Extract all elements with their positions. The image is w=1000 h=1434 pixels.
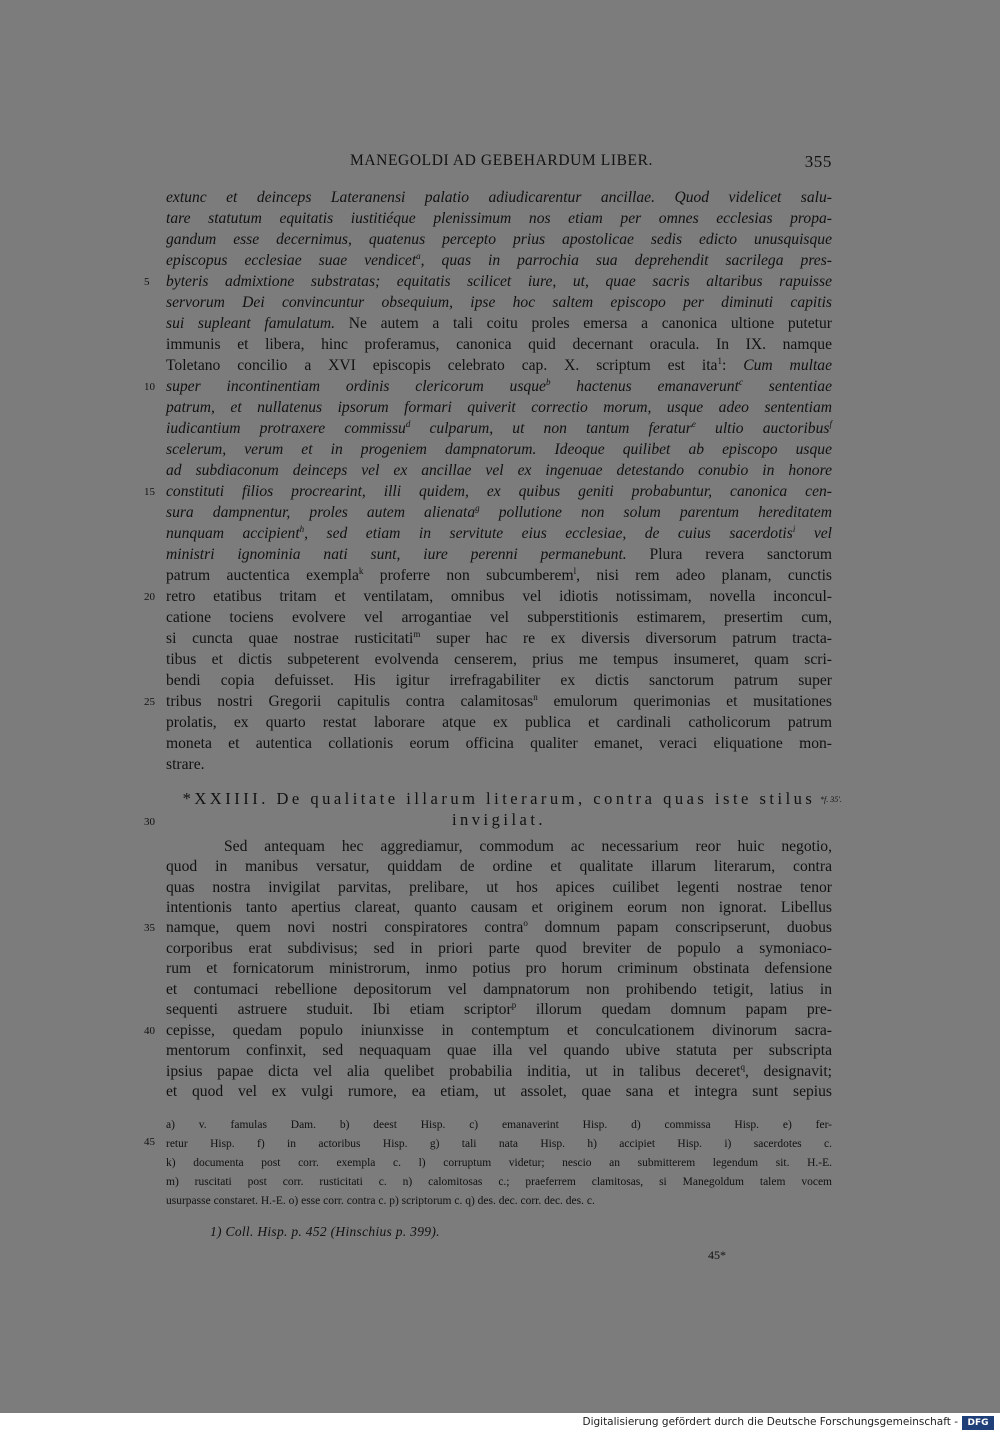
text-line: episcopus ecclesiae suae vendicet$^a$, quas in parrochia sua deprehendit sacrilega pres-: [166, 251, 832, 269]
text-line: retro etatibus tritam et ventilatam, omnibus vel idiotis notissimam, novella inconcul-: [166, 588, 832, 605]
text-line: Sed antequam hec aggrediamur, commodum ac necessarium reor huic negotio,: [224, 838, 832, 855]
text-line: iudicantium protraxere commissu$^d$ culparum, ut non tantum feratur$^e$ ultio auctoribus$^f$: [166, 419, 832, 437]
text-line: sura dampnentur, proles autem alienata$^g$ pollutione non solum parentum hereditatem: [166, 503, 832, 521]
text-line: sui supleant famulatum. Ne autem a tali coitu proles emersa a canonica ultione putetur: [166, 315, 832, 332]
line-number: 25: [144, 696, 155, 708]
text-line: corporibus erat subdivisus; sed in priori parte quod breviter de populo a symoniaco-: [166, 940, 832, 957]
text-line: cepisse, quedam populo iniunxisse in contemptum et conculcationem divinorum sacra-: [166, 1022, 832, 1039]
text-line: et quod vel ex vulgi rumore, ea etiam, ut assolet, quae sana et integra sunt sepius: [166, 1083, 832, 1100]
text-line: byteris admixtione substratas; equitatis scilicet iure, ut, quae sacris altaribus rapuisse: [166, 273, 832, 290]
section-heading: *XXIIII. De qualitate illarum literarum, contra quas iste stilus: [182, 789, 816, 808]
text-line: ipsius papae dicta vel alia quelibet probabilia inditia, ut in talibus deceret$^q$, designavit;: [166, 1062, 832, 1080]
page-number: 355: [804, 152, 832, 171]
text-line: catione tociens evolvere vel arrogantiae vel subperstitionis estimarem, presertim cum,: [166, 609, 832, 626]
line-number: 15: [144, 486, 155, 498]
margin-folio-reference: *f. 35'.: [820, 795, 842, 804]
running-title: MANEGOLDI AD GEBEHARDUM LIBER.: [350, 152, 654, 169]
text-line: moneta et autentica collationis eorum officina qualiter emanet, veraci eliquatione mon-: [166, 735, 832, 752]
text-line: sequenti astruere studuit. Ibi etiam scriptor$^p$ illorum quedam domnum papam pre-: [166, 1000, 832, 1018]
line-number: 35: [144, 922, 155, 934]
text-line: patrum auctentica exempla$^k$ proferre non subcumberem$^l$, nisi rem adeo planam, cunctis: [166, 566, 833, 584]
text-line: si cuncta quae nostrae rusticitati$^m$ super hac re ex diversis diversorum patrum tracta-: [166, 629, 832, 647]
signature-mark: 45*: [708, 1248, 726, 1262]
text-line: gandum esse decernimus, quatenus percepto prius apostolicae sedis edicto unusquisque: [166, 231, 832, 248]
text-line: tare statutum equitatis iustitiéque plenissimum nos etiam per omnes ecclesias propa-: [166, 210, 832, 227]
line-number: 40: [144, 1025, 155, 1037]
text-line: quod in manibus versatur, quiddam de ordine et qualitate illarum literarum, contra: [166, 858, 832, 875]
text-line: et contumaci rebellione depositorum vel dampnatorum non prohibendo tetigit, latius in: [166, 981, 832, 998]
text-line: bendi copia defuisset. His igitur irrefragabiliter ex dictis sanctorum patrum super: [166, 672, 832, 689]
line-number: 45: [144, 1136, 155, 1148]
textual-note: m) ruscitati post corr. rusticitati c. n) calomitosas c.; praeferrem clamitosas, si Manegoldum talem vocem: [166, 1176, 832, 1188]
text-line: mentorum confinxit, sed nequaquam quae illa vel quando ubive statuta per subscripta: [166, 1042, 832, 1059]
text-line: ad subdiaconum deinceps vel ex ancillae vel ex ingenuae detestando conubio in honore: [166, 462, 832, 479]
text-line: scelerum, verum et in progeniem dampnatorum. Ideoque quilibet ab episcopo usque: [166, 441, 832, 458]
text-line: intentionis tanto apertius clareat, quanto causam et originem eorum non ignorat. Libellus: [166, 899, 832, 916]
footer-bar: [0, 1413, 1000, 1434]
dfg-logo: DFG: [962, 1416, 994, 1430]
text-line: prolatis, ex quarto restat laborare atque ex publica et cardinali catholicorum patrum: [166, 714, 832, 731]
line-number: 5: [144, 276, 150, 288]
dfg-credit: Digitalisierung gefördert durch die Deutsche Forschungsgemeinschaft -: [582, 1416, 958, 1428]
textual-note: usurpasse constaret. H.-E. o) esse corr. contra c. p) scriptorum c. q) des. dec. corr. dec. des. c.: [166, 1195, 595, 1207]
text-line: constituti filios procrearint, illi quidem, ex quibus geniti probabuntur, canonica cen-: [166, 483, 832, 500]
section-heading-continued: invigilat.: [451, 810, 547, 829]
text-line: super incontinentiam ordinis clericorum usque$^b$ hactenus emanaverunt$^c$ sententiae: [166, 377, 832, 395]
line-number: 20: [144, 591, 155, 603]
text-line: quas nostra invigilat parvitas, prelibare, ut hos apices cuilibet legenti nostrae tenor: [166, 879, 832, 896]
text-line: Toletano concilio a XVI episcopis celebrato cap. X. scriptum est ita$^1$: Cum multae: [166, 356, 832, 374]
line-number: 30: [144, 816, 155, 828]
text-line: ministri ignominia nati sunt, iure perenni permanebunt. Plura revera sanctorum: [166, 546, 832, 563]
page-header: [166, 152, 832, 174]
text-line: servorum Dei convincuntur obsequium, ipse hoc saltem episcopo per diminuti capitis: [166, 294, 832, 311]
text-line: tibus et dictis subpeterent evolvenda censerem, prius me tempus insumeret, quam scri-: [166, 651, 832, 668]
text-line: rum et fornicatorum ministrorum, inmo potius pro horum criminum obstinata defensione: [166, 960, 832, 977]
text-line: immunis et libera, hinc proferamus, canonica quid decernant oracula. In IX. namque: [166, 336, 832, 353]
text-line: namque, quem novi nostri conspiratores contra$^o$ domnum papam conscripserunt, duobus: [166, 918, 832, 936]
text-line: patrum, et nullatenus ipsorum formari quiverit correctio morum, usque adeo sententiam: [166, 399, 832, 416]
text-line: strare.: [166, 756, 205, 773]
text-line: tribus nostri Gregorii capitulis contra calamitosas$^n$ emulorum querimonias et musitationes: [166, 692, 832, 710]
textual-note: a) v. famulas Dam. b) deest Hisp. c) emanaverint Hisp. d) commissa Hisp. e) fer-: [166, 1119, 832, 1131]
line-number: 10: [144, 381, 155, 393]
text-line: extunc et deinceps Lateranensi palatio adiudicarentur ancillae. Quod videlicet salu-: [166, 189, 832, 206]
text-line: nunquam accipient$^h$, sed etiam in servitute eius ecclesiae, de cuius sacerdotis$^i$ vel: [166, 524, 833, 542]
footnote: 1) Coll. Hisp. p. 452 (Hinschius p. 399).: [210, 1224, 440, 1239]
textual-note: retur Hisp. f) in actoribus Hisp. g) tali nata Hisp. h) accipiet Hisp. i) sacerdotes c.: [166, 1138, 832, 1150]
textual-note: k) documenta post corr. exempla c. l) corruptum videtur; nescio an submitterem legendum sit. H.-E.: [166, 1157, 832, 1169]
